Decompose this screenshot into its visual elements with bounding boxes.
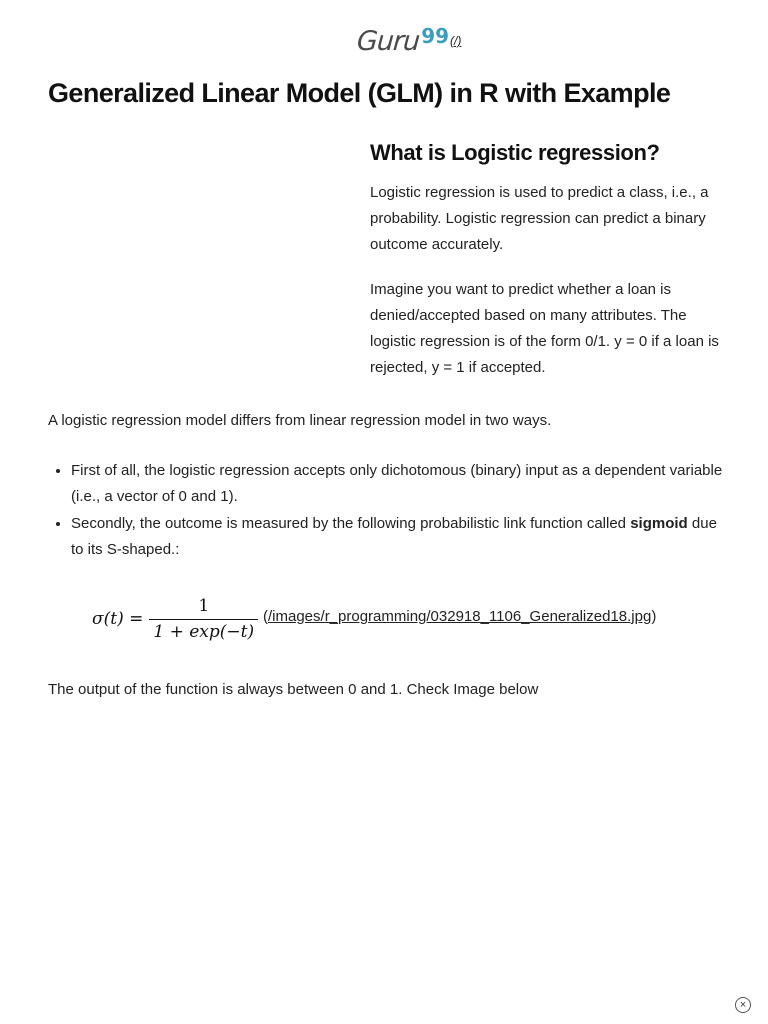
logo-wordmark: Guru — [355, 26, 421, 57]
sigmoid-term: sigmoid — [630, 515, 688, 532]
outro-paragraph: The output of the function is always between 0 and 1. Check Image below — [48, 681, 539, 698]
formula-denominator: 1 + exp(−t) — [149, 619, 258, 642]
section-title: What is Logistic regression? — [370, 140, 660, 165]
formula-fraction — [149, 596, 258, 642]
formula-numerator: 1 — [198, 596, 210, 616]
list-item — [71, 511, 728, 563]
logo-number: 99 — [421, 24, 450, 48]
paren-close: ) — [651, 608, 657, 625]
sigmoid-formula — [92, 596, 258, 642]
section-paragraph-1: Logistic regression is used to predict a class, i.e., a probability. Logistic regression can predict a binary outcome accurately. — [370, 184, 709, 253]
close-icon[interactable]: × — [735, 997, 751, 1013]
home-link[interactable]: (/) — [450, 34, 462, 48]
formula-image-link[interactable]: /images/r_programming/032918_1106_Generalized18.jpg — [268, 608, 652, 625]
section-paragraph-2: Imagine you want to predict whether a loan is denied/accepted based on many attributes. The logistic regression is of the form 0/1. y = 0 if a loan is rejected, y = 1 if accepted. — [370, 281, 719, 376]
logistic-regression-section — [370, 140, 722, 400]
paren-open: ( — [263, 608, 268, 625]
formula-image-link-wrapper — [263, 608, 656, 625]
site-logo[interactable] — [357, 26, 449, 57]
site-header — [0, 24, 768, 64]
list-item: • First of all, the logistic regression accepts only dichotomous (binary) input as a dependent variable (i.e., a vector of 0 and 1). — [71, 458, 728, 510]
differences-list — [48, 458, 728, 564]
page-title: Generalized Linear Model (GLM) in R with Example — [48, 78, 671, 108]
formula-lhs: σ(t) = — [92, 609, 144, 629]
bullet-text: due to its S-shaped.: — [71, 515, 717, 558]
intro-paragraph: A logistic regression model differs from linear regression model in two ways. — [48, 412, 552, 429]
bullet-text: Secondly, the outcome is measured by the following probabilistic link function called — [71, 515, 631, 532]
